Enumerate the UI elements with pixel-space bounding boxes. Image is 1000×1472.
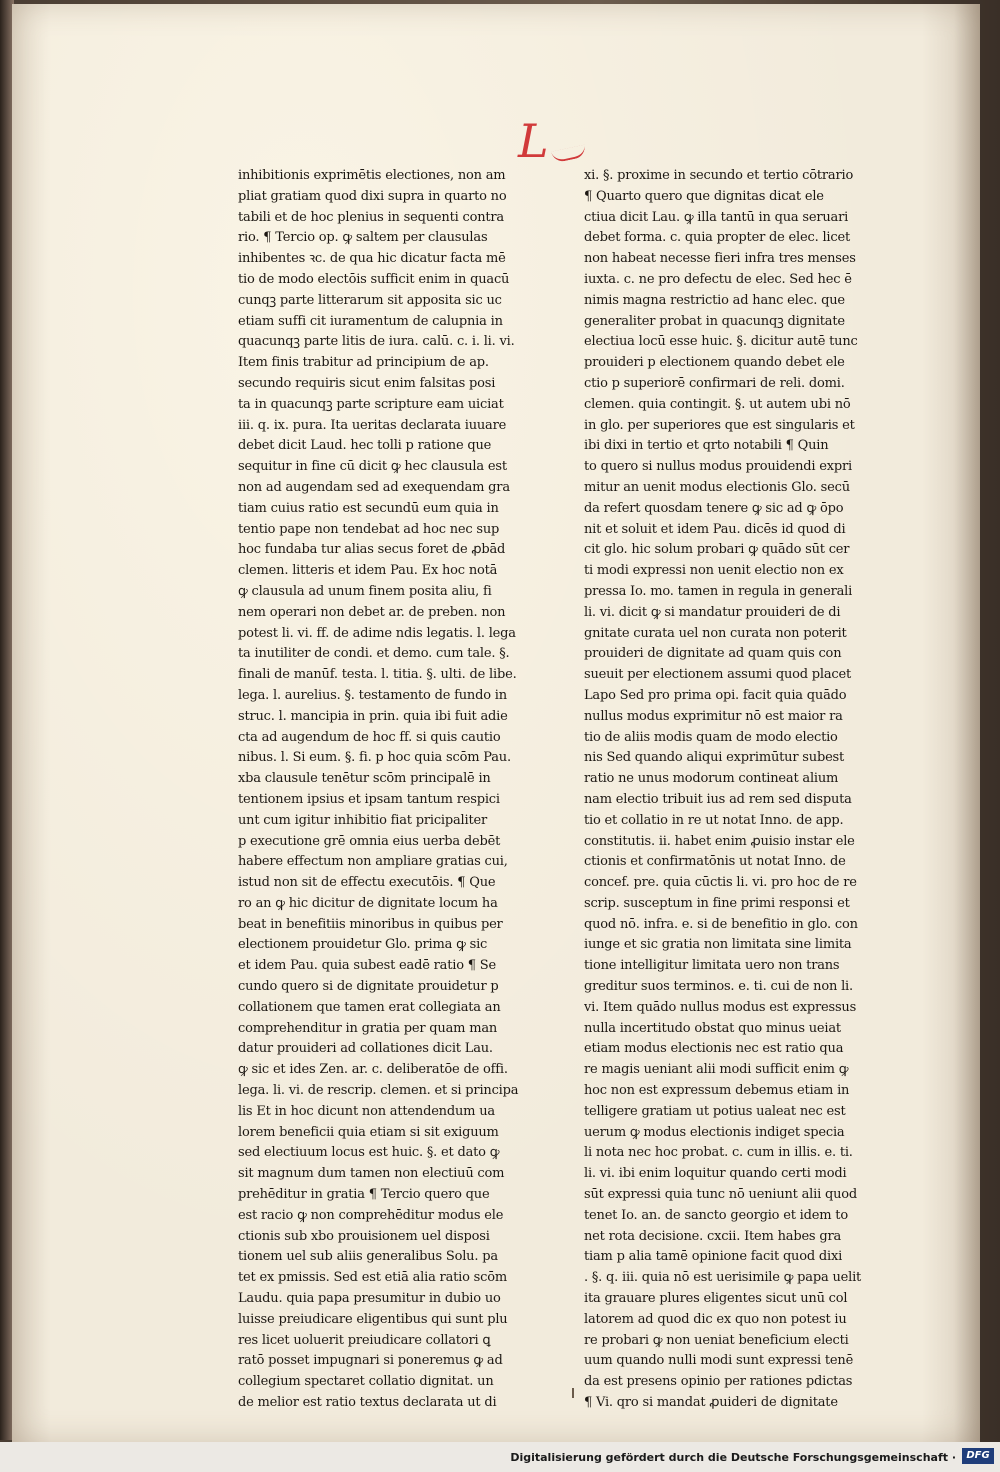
right-column-text-line: prouideri p electionem quando debet ele: [584, 355, 845, 371]
right-column-text-line: ctio p superiorē confirmari de reli. domi.: [584, 375, 845, 391]
left-text-column: [238, 166, 520, 1414]
left-column-text-line: ratō posset impugnari si poneremus ꝙ ad: [238, 1353, 503, 1369]
left-column-text-line: tio de modo electōis sufficit enim in quacū: [238, 271, 510, 287]
left-column-text-line: ta in quacunqꝫ parte scripture eam uiciat: [238, 396, 504, 412]
left-column-text-line: etiam suffi cit iuramentum de calupnia in: [238, 313, 503, 329]
right-column-text-line: re magis ueniant alii modi sufficit enim ꝙ: [584, 1062, 849, 1078]
right-column-text-line: uerum ꝙ modus electionis indiget specia: [584, 1124, 845, 1140]
right-column-text-line: clemen. quia contingit. §. ut autem ubi nō: [584, 396, 851, 412]
right-text-column: [584, 166, 866, 1414]
left-column-text-line: tiam cuius ratio est secundū eum quia in: [238, 500, 499, 516]
left-column-text-line: ro an ꝙ hic dicitur de dignitate locum ha: [238, 895, 498, 911]
right-column-text-line: re probari ꝙ non ueniat beneficium electi: [584, 1332, 849, 1348]
funding-credit: Digitalisierung gefördert durch die Deutsche Forschungsgemeinschaft ·: [510, 1451, 956, 1464]
left-column-text-line: lega. l. aurelius. §. testamento de fundo in: [238, 687, 507, 703]
right-column-text-line: da refert quosdam tenere ꝙ sic ad ꝙ ōpo: [584, 500, 844, 516]
right-column-text-line: tio et collatio in re ut notat Inno. de app.: [584, 812, 844, 828]
right-column-text-line: scrip. susceptum in fine primi responsi et: [584, 895, 850, 911]
left-column-text-line: nem operari non debet ar. de preben. non: [238, 604, 506, 620]
right-column-text-line: nam electio tribuit ius ad rem sed disputa: [584, 791, 852, 807]
left-column-text-line: iii. q. ix. pura. Ita ueritas declarata iuuare: [238, 417, 507, 433]
left-column-text-line: potest li. vi. ff. de adime ndis legatis. l. lega: [238, 625, 516, 641]
right-column-text-line: ctiua dicit Lau. ꝙ illa tantū in qua seruari: [584, 209, 849, 225]
left-column-text-line: ꝙ sic et ides Zen. ar. c. deliberatōe de offi.: [238, 1062, 508, 1078]
left-column-text-line: inhibitionis exprimētis electiones, non am: [238, 168, 506, 183]
left-column-text-line: collegium spectaret collatio dignitat. un: [238, 1374, 494, 1390]
right-column-text-line: xi. §. proxime in secundo et tertio cōtrario: [584, 168, 854, 183]
left-column-text-line: lega. li. vi. de rescrip. clemen. et si principa: [238, 1083, 519, 1099]
left-column-text-line: debet dicit Laud. hec tolli p ratione que: [238, 438, 492, 454]
right-column-text-line: gnitate curata uel non curata non poterit: [584, 625, 847, 641]
left-column-text-line: prehēditur in gratia ¶ Tercio quero que: [238, 1187, 490, 1203]
right-column-text-line: nullus modus exprimitur nō est maior ra: [584, 708, 843, 724]
left-column-text-line: tentio pape non tendebat ad hoc nec sup: [238, 521, 500, 537]
right-column-text-line: li. vi. ibi enim loquitur quando certi modi: [584, 1166, 847, 1182]
left-column-text-line: tionem uel sub aliis generalibus Solu. pa: [238, 1249, 498, 1265]
left-column-text-line: sequitur in fine cū dicit ꝙ hec clausula est: [238, 459, 507, 475]
left-column-text-line: Laudu. quia papa presumitur in dubio uo: [238, 1291, 501, 1307]
left-column-text-line: res licet uoluerit preiudicare collatori ꝗ: [238, 1332, 491, 1348]
right-column-text-line: nis Sed quando aliqui exprimūtur subest: [584, 750, 845, 766]
right-column-text-line: pressa Io. mo. tamen in regula in generali: [584, 583, 853, 599]
left-column-text-line: Item finis trabitur ad principium de ap.: [238, 355, 489, 371]
left-column-text-line: non ad augendam sed ad exequendam gra: [238, 479, 510, 495]
right-column-text-line: electiua locū esse huic. §. dicitur autē tunc: [584, 334, 858, 350]
right-column-text-line: tio de aliis modis quam de modo electio: [584, 729, 838, 745]
right-column-text-line: non habeat necesse fieri infra tres menses: [584, 251, 856, 267]
right-column-text-line: tione intelligitur limitata uero non trans: [584, 958, 840, 974]
left-column-text-line: habere effectum non ampliare gratias cui,: [238, 854, 508, 870]
right-column-text-line: tenet Io. an. de sancto georgio et idem to: [584, 1207, 848, 1223]
right-column-text-line: cit glo. hic solum probari ꝙ quādo sūt cer: [584, 542, 850, 558]
right-column-text-line: da est presens opinio per rationes pdictas: [584, 1374, 853, 1390]
right-column-text-line: ibi dixi in tertio et qrto notabili ¶ Quin: [584, 438, 829, 454]
right-column-text-line: ¶ Quarto quero que dignitas dicat ele: [584, 188, 824, 204]
signature-mark: [572, 1388, 574, 1398]
left-column-text-line: electionem prouidetur Glo. prima ꝙ sic: [238, 937, 488, 953]
right-column-text-line: quod nō. infra. e. si de benefitio in glo. con: [584, 916, 858, 932]
left-column-text-line: cta ad augendum de hoc ff. si quis cautio: [238, 729, 501, 745]
left-column-text-line: hoc fundaba tur alias secus foret de ꝓbād: [238, 542, 506, 558]
right-column-text-line: nulla incertitudo obstat quo minus ueiat: [584, 1020, 841, 1036]
left-column-text-line: beat in benefitiis minoribus in quibus per: [238, 916, 503, 932]
right-column-text-line: li nota nec hoc probat. c. cum in illis. e. ti.: [584, 1145, 853, 1161]
right-column-text-line: constitutis. ii. habet enim ꝓuisio instar ele: [584, 833, 855, 849]
right-column-text-line: nimis magna restrictio ad hanc elec. que: [584, 292, 845, 308]
left-column-text-line: rio. ¶ Tercio op. ꝙ saltem per clausulas: [238, 230, 488, 246]
right-column-text-line: generaliter probat in quacunqꝫ dignitate: [584, 313, 845, 329]
left-column-text-line: quacunqꝫ parte litis de iura. calū. c. i. li. vi.: [238, 334, 515, 350]
right-column-text-line: iuxta. c. ne pro defectu de elec. Sed hec ē: [584, 271, 852, 287]
right-column-text-line: etiam modus electionis nec est ratio qua: [584, 1041, 844, 1057]
left-column-text-line: cundo quero si de dignitate prouidetur p: [238, 979, 499, 995]
left-column-text-line: ta inutiliter de condi. et demo. cum tale. §.: [238, 646, 510, 662]
left-column-text-line: istud non sit de effectu executōis. ¶ Que: [238, 875, 496, 891]
left-column-text-line: unt cum igitur inhibitio fiat pricipaliter: [238, 812, 488, 828]
right-column-text-line: Lapo Sed pro prima opi. facit quia quādo: [584, 687, 847, 703]
left-column-text-line: finali de manūf. testa. l. titia. §. ulti. de libe.: [238, 667, 517, 683]
left-column-text-line: ctionis sub xbo prouisionem uel disposi: [238, 1228, 490, 1244]
left-column-text-line: cunqꝫ parte litterarum sit apposita sic uc: [238, 292, 502, 308]
right-column-text-line: ita grauare plures eligentes sicut unū col: [584, 1291, 848, 1307]
left-column-text-line: tet ex pmissis. Sed est etiā alia ratio scōm: [238, 1270, 507, 1286]
left-column-text-line: comprehenditur in gratia per quam man: [238, 1020, 498, 1036]
left-column-text-line: tentionem ipsius et ipsam tantum respici: [238, 791, 500, 807]
left-column-text-line: inhibentes ꝛc. de qua hic dicatur facta mē: [238, 251, 506, 267]
right-column-text-line: latorem ad quod dic ex quo non potest iu: [584, 1311, 847, 1327]
right-column-text-line: iunge et sic gratia non limitata sine limita: [584, 937, 852, 953]
left-column-text-line: sit magnum dum tamen non electiuū com: [238, 1166, 505, 1182]
rubricated-initial: L: [518, 114, 549, 168]
left-column-text-line: est racio ꝙ non comprehēditur modus ele: [238, 1207, 504, 1223]
left-column-text-line: struc. l. mancipia in prin. quia ibi fuit adie: [238, 708, 508, 724]
left-column-text-line: tabili et de hoc plenius in sequenti contra: [238, 209, 504, 225]
right-column-text-line: uum quando nulli modi sunt expressi tenē: [584, 1353, 854, 1369]
right-column-text-line: net rota decisione. cxcii. Item habes gra: [584, 1228, 842, 1244]
right-column-text-line: li. vi. dicit ꝙ si mandatur prouideri de di: [584, 604, 841, 620]
right-column-text-line: prouideri de dignitate ad quam quis con: [584, 646, 842, 662]
right-column-text-line: ratio ne unus modorum contineat alium: [584, 771, 839, 787]
left-column-text-line: ꝙ clausula ad unum finem posita aliu, fi: [238, 583, 492, 599]
page-edge-shadow: [954, 4, 980, 1442]
right-column-text-line: debet forma. c. quia propter de elec. licet: [584, 230, 850, 246]
right-column-text-line: sueuit per electionem assumi quod placet: [584, 667, 852, 683]
left-column-text-line: pliat gratiam quod dixi supra in quarto no: [238, 188, 507, 204]
right-column-text-line: concef. pre. quia cūctis li. vi. pro hoc de re: [584, 875, 857, 891]
left-column-text-line: sed electiuum locus est huic. §. et dato ꝙ: [238, 1145, 500, 1161]
right-column-text-line: sūt expressi quia tunc nō ueniunt alii quod: [584, 1187, 858, 1203]
left-column-text-line: lorem beneficii quia etiam si sit exiguum: [238, 1124, 499, 1140]
right-column-text-line: vi. Item quādo nullus modus est expressus: [584, 999, 857, 1015]
left-column-text-line: lis Et in hoc dicunt non attendendum ua: [238, 1103, 495, 1119]
right-column-text-line: telligere gratiam ut potius ualeat nec est: [584, 1103, 846, 1119]
left-column-text-line: xba clausule tenētur scōm principalē in: [238, 771, 491, 787]
left-column-text-line: de melior est ratio textus declarata ut di: [238, 1395, 497, 1411]
right-column-text-line: tiam p alia tamē opinione facit quod dixi: [584, 1249, 843, 1265]
right-column-text-line: in glo. per superiores que est singularis et: [584, 417, 855, 433]
left-column-text-line: clemen. litteris et idem Pau. Ex hoc notā: [238, 563, 498, 579]
right-column-text-line: hoc non est expressum debemus etiam in: [584, 1083, 850, 1099]
left-column-text-line: nibus. l. Si eum. §. fi. p hoc quia scōm Pau.: [238, 750, 511, 766]
right-column-text-line: mitur an uenit modus electionis Glo. secū: [584, 479, 850, 495]
right-column-text-line: to quero si nullus modus prouidendi expri: [584, 459, 853, 475]
right-column-text-line: nit et soluit et idem Pau. dicēs id quod di: [584, 521, 846, 537]
left-column-text-line: et idem Pau. quia subest eadē ratio ¶ Se: [238, 958, 496, 974]
right-column-text-line: ctionis et confirmatōnis ut notat Inno. de: [584, 854, 846, 870]
left-column-text-line: luisse preiudicare eligentibus qui sunt plu: [238, 1311, 508, 1327]
right-column-text-line: . §. q. iii. quia nō est uerisimile ꝙ papa uelit: [584, 1270, 862, 1286]
right-column-text-line: ti modi expressi non uenit electio non ex: [584, 563, 844, 579]
dfg-logo-icon: DFG: [962, 1448, 994, 1464]
left-column-text-line: secundo requiris sicut enim falsitas posi: [238, 375, 496, 391]
left-column-text-line: collationem que tamen erat collegiata an: [238, 999, 501, 1015]
left-column-text-line: p executione grē omnia eius uerba debēt: [238, 833, 501, 849]
right-column-text-line: greditur suos terminos. e. ti. cui de non li.: [584, 979, 853, 995]
right-column-text-line: ¶ Vi. qro si mandat ꝓuideri de dignitate: [584, 1395, 838, 1411]
left-column-text-line: datur prouideri ad collationes dicit Lau.: [238, 1041, 493, 1057]
